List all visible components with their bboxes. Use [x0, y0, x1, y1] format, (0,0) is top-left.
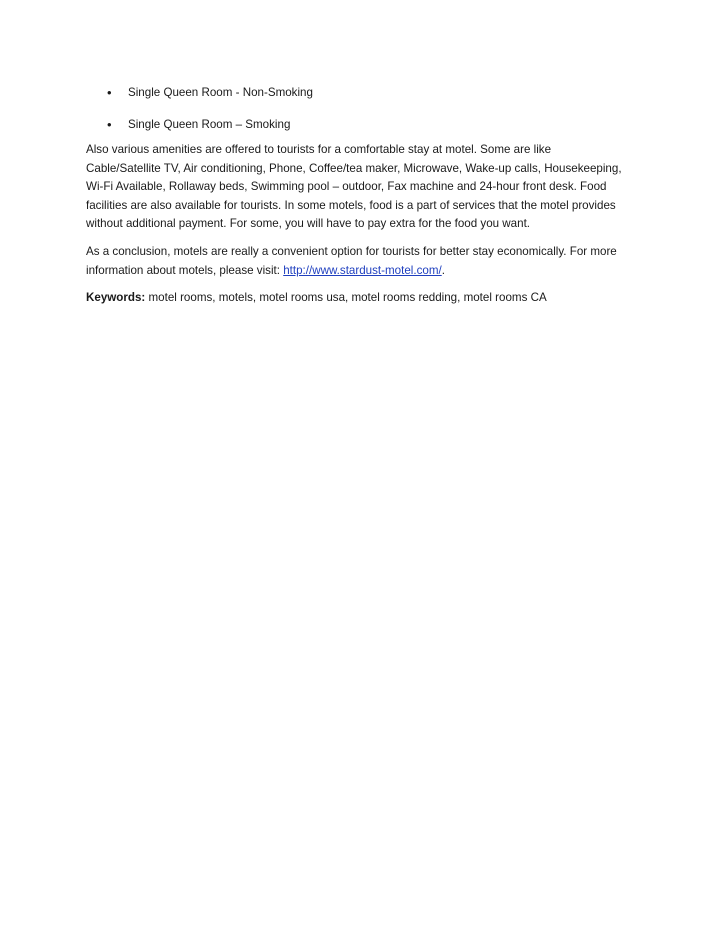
- paragraph-line: facilities are also available for tourists. In some motels, food is a part of services that the motel provides: [86, 198, 616, 212]
- paragraph-line: As a conclusion, motels are really a convenient option for tourists for better stay economically. For more: [86, 244, 617, 258]
- room-type-list: [86, 84, 646, 135]
- paragraph-line: Cable/Satellite TV, Air conditioning, Phone, Coffee/tea maker, Microwave, Wake-up calls, Housekeeping,: [86, 161, 622, 175]
- paragraph-line: Also various amenities are offered to tourists for a comfortable stay at motel. Some are like: [86, 142, 552, 156]
- list-item: [86, 84, 646, 103]
- document-body: [86, 84, 646, 317]
- keywords-text: motel rooms, motels, motel rooms usa, motel rooms redding, motel rooms CA: [145, 291, 547, 305]
- list-item-text: Single Queen Room - Non-Smoking: [128, 86, 313, 99]
- amenities-paragraph: [86, 141, 646, 234]
- conclusion-paragraph: [86, 243, 646, 280]
- paragraph-line: information about motels, please visit:: [86, 263, 284, 277]
- paragraph-line: without additional payment. For some, you will have to pay extra for the food you want.: [86, 217, 531, 231]
- bullet-icon: •: [107, 85, 112, 100]
- keywords-paragraph: [86, 289, 646, 308]
- list-item: [86, 116, 646, 135]
- paragraph-line: Wi-Fi Available, Rollaway beds, Swimming pool – outdoor, Fax machine and 24-hour front desk. Food: [86, 180, 607, 194]
- keywords-label: Keywords:: [86, 291, 146, 305]
- paragraph-punctuation: .: [441, 263, 445, 277]
- website-link[interactable]: http://www.stardust-motel.com/: [283, 263, 442, 277]
- bullet-icon: •: [107, 116, 112, 132]
- list-item-text: Single Queen Room – Smoking: [128, 117, 291, 131]
